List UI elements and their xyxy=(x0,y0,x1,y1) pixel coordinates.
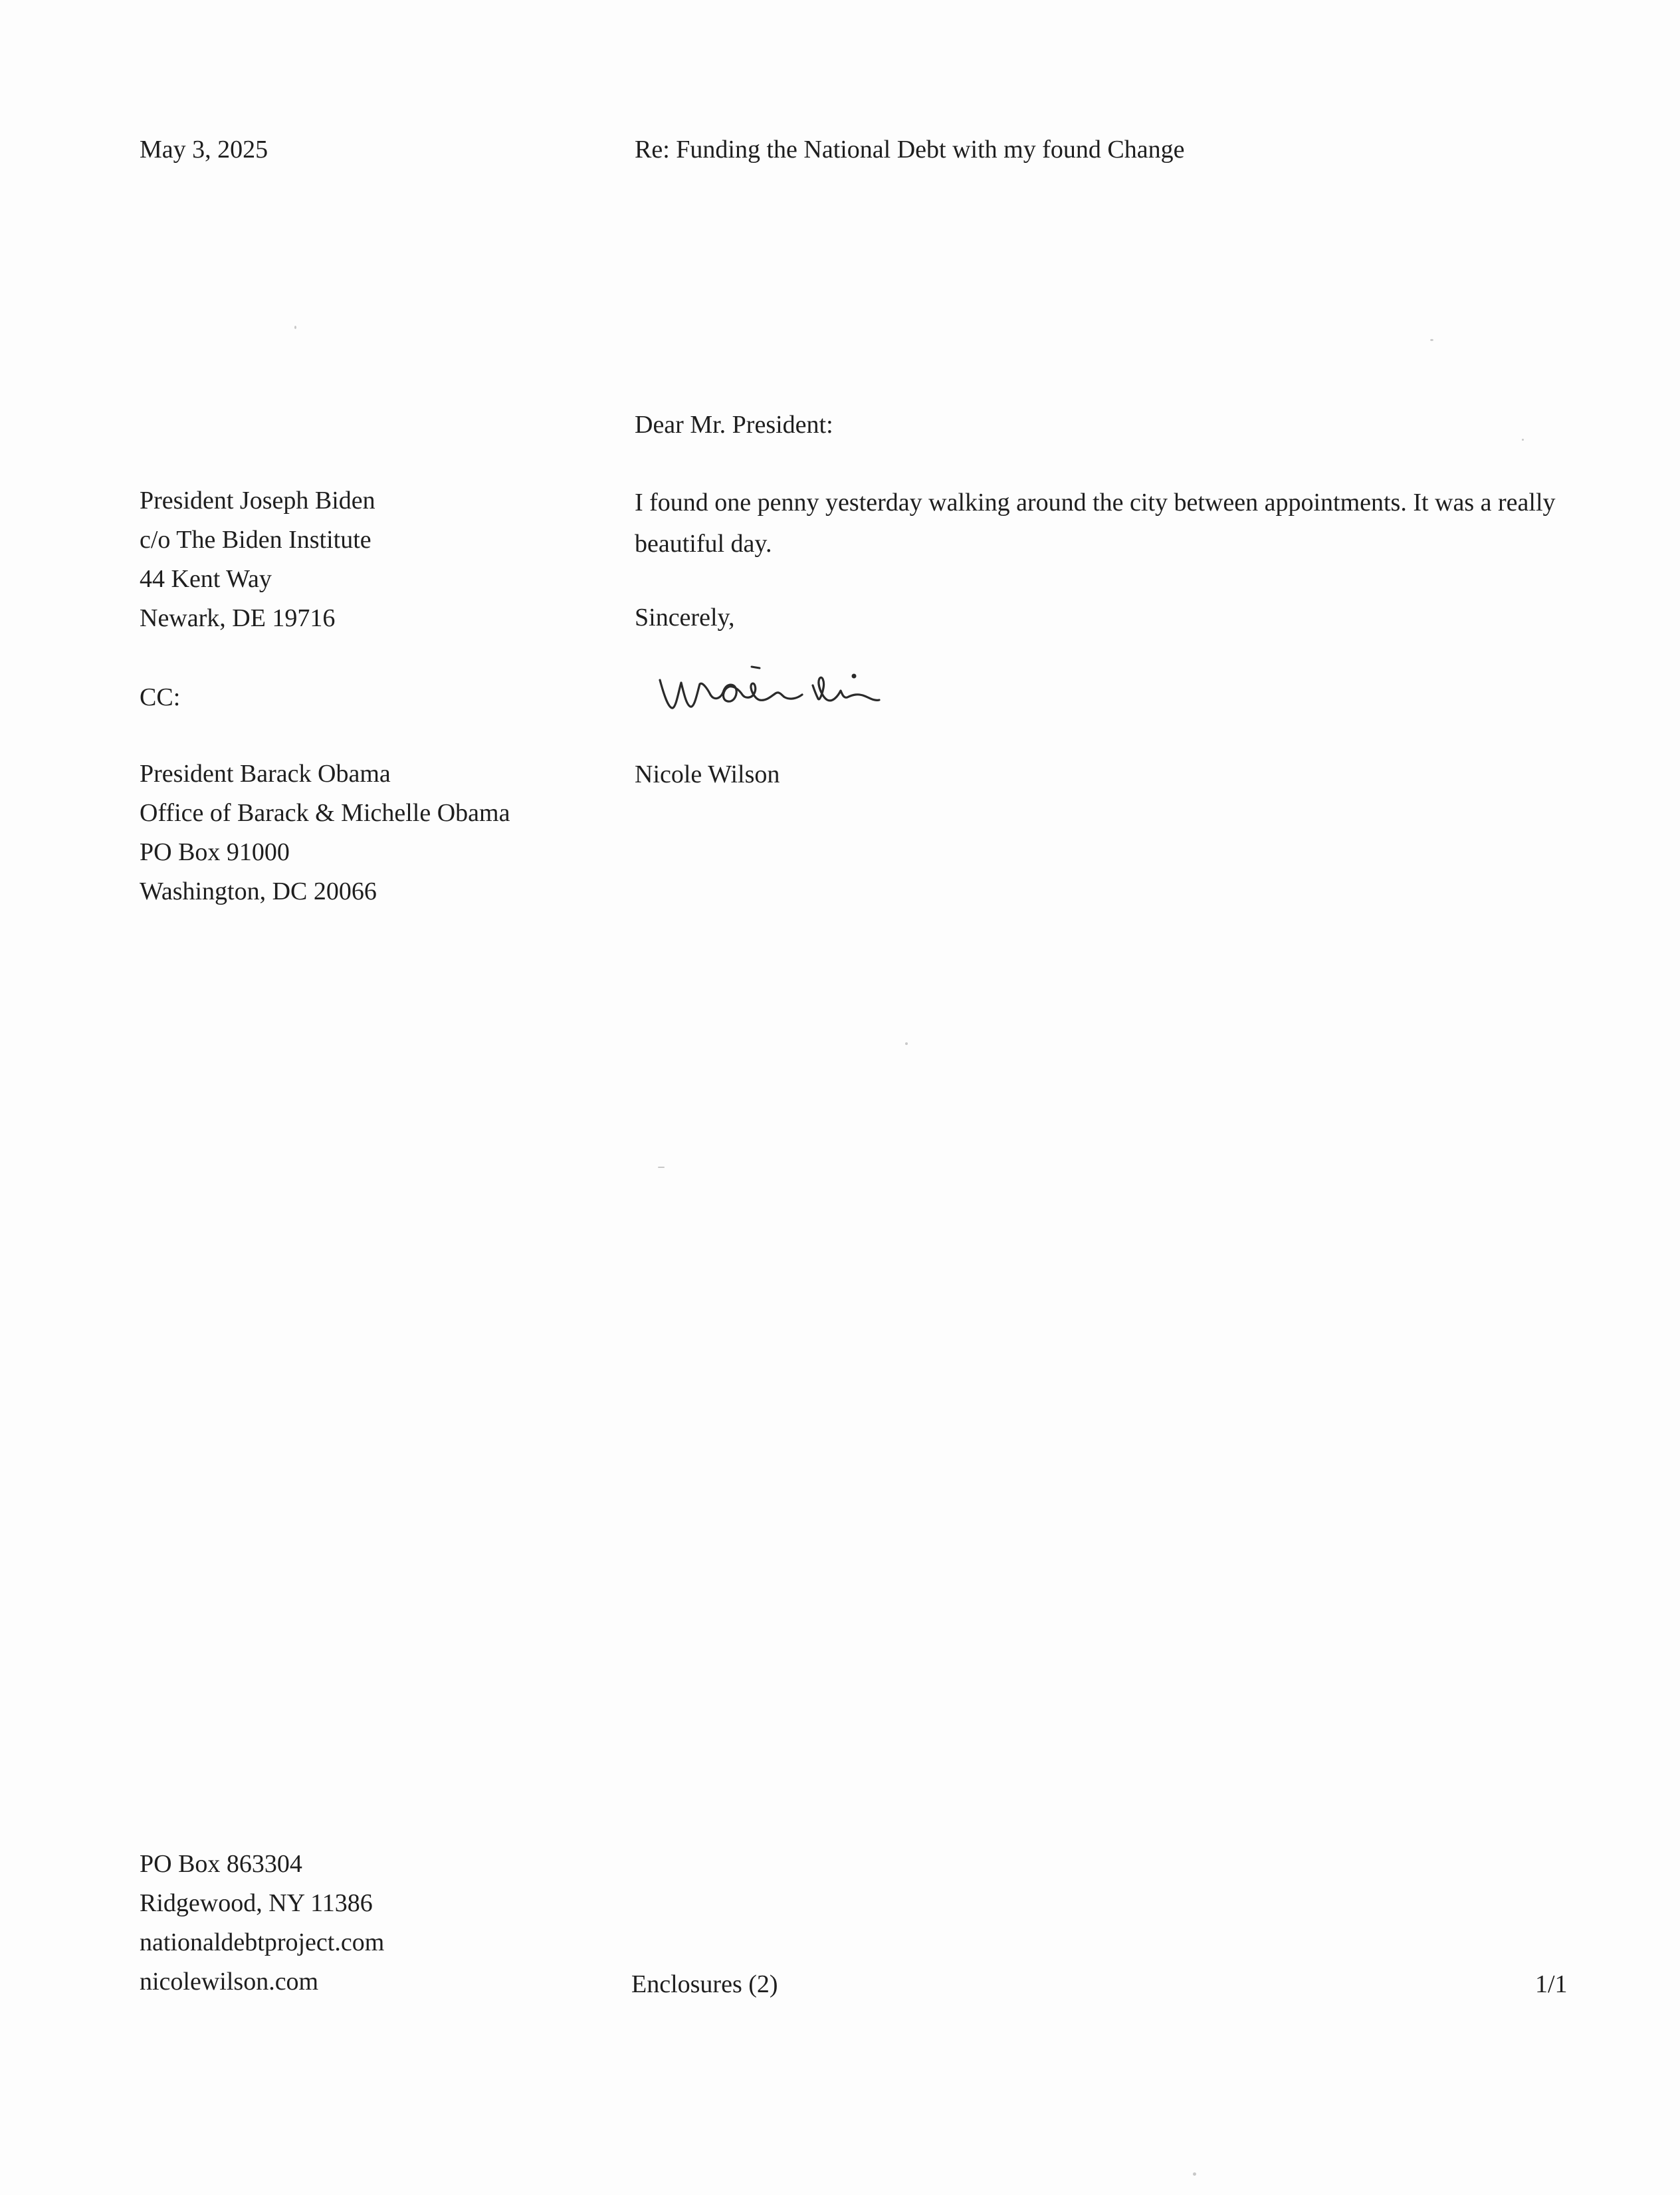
closing: Sincerely, xyxy=(635,604,735,632)
scan-speck xyxy=(905,1042,908,1045)
letter-date: May 3, 2025 xyxy=(140,136,268,164)
cc-recipient-city-state-zip: Washington, DC 20066 xyxy=(140,877,377,905)
sender-city-state-zip: Ridgewood, NY 11386 xyxy=(140,1889,373,1917)
scan-speck xyxy=(1193,2172,1196,2176)
scan-speck xyxy=(1522,439,1524,441)
letter-body: I found one penny yesterday walking around the city between appointments. It was a really beautiful day. xyxy=(635,489,1556,558)
page-number: 1/1 xyxy=(1535,1970,1568,1998)
sender-website-personal: nicolewilson.com xyxy=(140,1968,319,1996)
cc-recipient-name: President Barack Obama xyxy=(140,760,391,788)
sender-po-box: PO Box 863304 xyxy=(140,1850,302,1878)
signer-name: Nicole Wilson xyxy=(635,760,780,788)
letter-subject: Re: Funding the National Debt with my found Change xyxy=(635,136,1185,164)
sender-address xyxy=(140,1845,384,2002)
enclosures-note: Enclosures (2) xyxy=(631,1970,778,1998)
scan-speck xyxy=(294,326,296,329)
recipient-name: President Joseph Biden xyxy=(140,487,375,515)
cc-recipient-address xyxy=(140,754,510,911)
scan-speck xyxy=(1430,339,1433,341)
salutation: Dear Mr. President: xyxy=(635,411,833,439)
sender-website-project: nationaldebtproject.com xyxy=(140,1928,385,1956)
recipient-address xyxy=(140,481,375,638)
cc-label: CC: xyxy=(140,683,181,711)
recipient-street: 44 Kent Way xyxy=(140,565,272,593)
cc-recipient-office: Office of Barack & Michelle Obama xyxy=(140,799,510,827)
cc-recipient-po-box: PO Box 91000 xyxy=(140,838,290,866)
recipient-city-state-zip: Newark, DE 19716 xyxy=(140,604,336,632)
scan-speck xyxy=(658,1167,665,1168)
handwritten-signature xyxy=(655,655,974,728)
recipient-care-of: c/o The Biden Institute xyxy=(140,526,371,554)
